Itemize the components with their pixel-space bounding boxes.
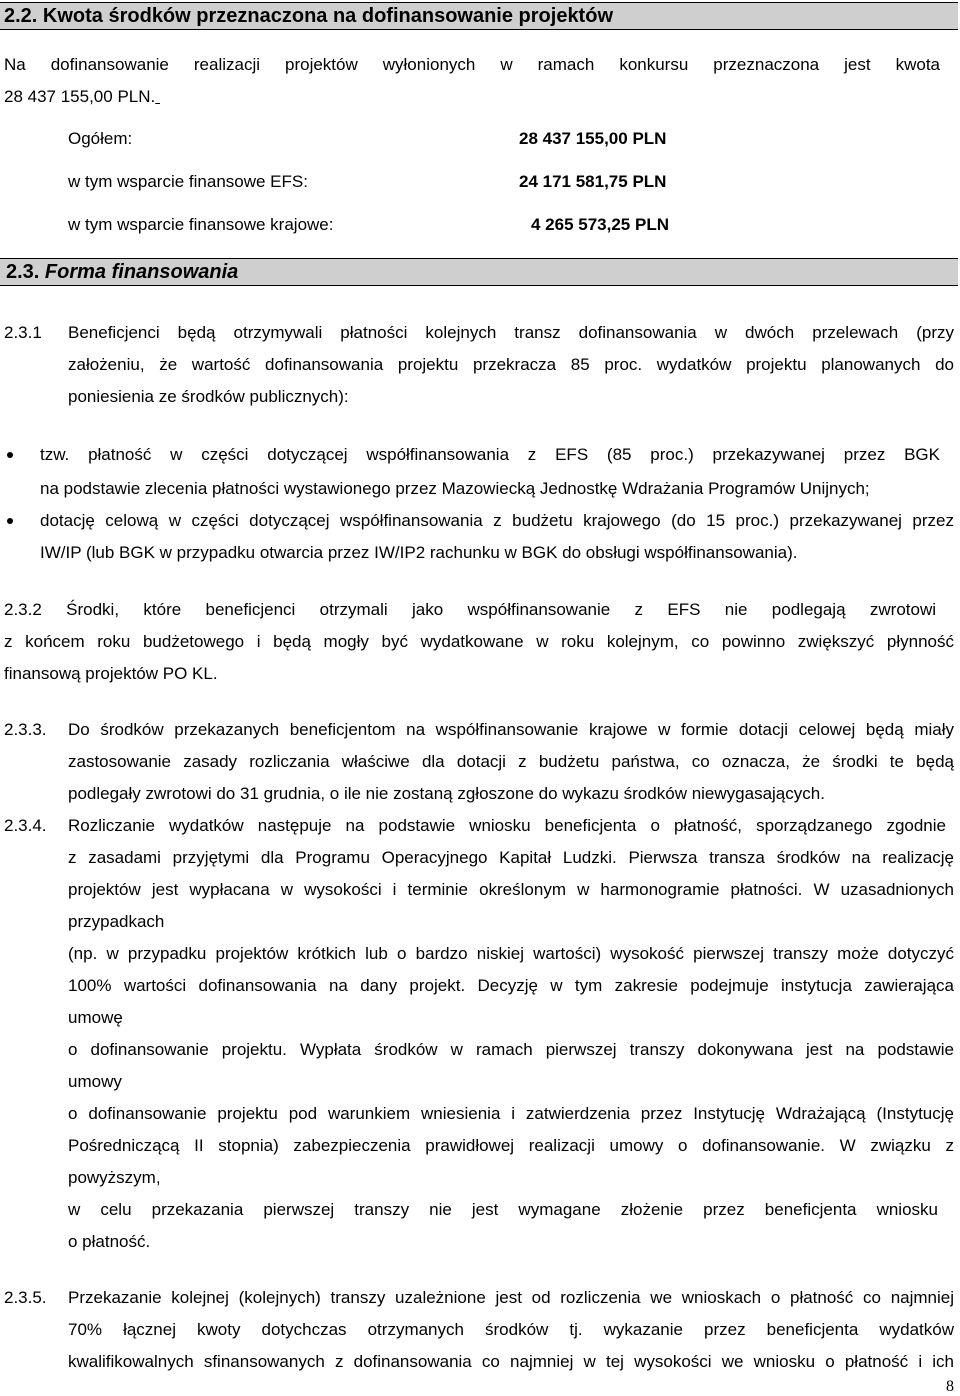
bullet-icon [7,452,13,458]
paragraph-line: z końcem roku budżetowego i będą mogły być wydatkowane w roku kolejnym, co powinno zwiększyć płynność [4,632,954,651]
paragraph-line: Beneficjenci będą otrzymywali płatności kolejnych transz dofinansowania w dwóch przelewach (przy [68,323,954,342]
paragraph-line: Przekazanie kolejnej (kolejnych) transzy uzależnione jest od rozliczenia we wnioskach o płatność co najmniej [68,1288,954,1307]
paragraph-line: przypadkach [68,912,165,931]
paragraph-line: (np. w przypadku projektów krótkich lub o bardzo niskiej wartości) wysokość pierwszej transzy może dotyczyć [68,944,954,963]
amount-value: 4 265 573,25 PLN [531,215,669,234]
section-title: 2.2. Kwota środków przeznaczona na dofinansowanie projektów [4,5,613,27]
section-heading-bar [0,258,958,286]
paragraph-number: 2.3.5. [4,1288,47,1307]
paragraph-line: podlegały zwrotowi do 31 grudnia, o ile nie zostaną zgłoszone do wykazu środków niewygasających. [68,784,825,803]
section-title: 2.3. Forma finansowania [6,261,239,283]
amount-label: w tym wsparcie finansowe EFS: [68,172,308,191]
bullet-line: IW/IP (lub BGK w przypadku otwarcia przez IW/IP2 rachunku w BGK do obsługi współfinansowania). [40,543,798,562]
paragraph-line: poniesienia ze środków publicznych): [68,387,349,406]
paragraph-line: w celu przekazania pierwszej transzy nie jest wymagane złożenie przez beneficjenta wniosku [68,1200,938,1219]
paragraph-line: projektów jest wypłacana w wysokości i terminie określonym w harmonogramie płatności. W uzasadnionych [68,880,954,899]
bullet-line: dotację celową w części dotyczącej współfinansowania z budżetu krajowego (do 15 proc.) przekazywanej przez [40,511,954,530]
paragraph-line: z zasadami przyjętymi dla Programu Operacyjnego Kapitał Ludzki. Pierwsza transza środków na realizację [68,848,954,867]
page-number: 8 [946,1378,954,1395]
bullet-icon [7,518,13,524]
paragraph-line: zastosowanie zasady rozliczania właściwe dla dotacji z budżetu państwa, co oznacza, że środki te będą [68,752,954,771]
paragraph-line: o płatność. [68,1232,151,1251]
bullet-line: tzw. płatność w części dotyczącej współfinansowania z EFS (85 proc.) przekazywanej przez BGK [40,445,940,464]
amount-label: Ogółem: [68,129,133,148]
paragraph-line: umowę [68,1008,123,1027]
paragraph-line: Rozliczanie wydatków następuje na podstawie wniosku beneficjenta o płatność, sporządzanego zgodnie [68,816,946,835]
paragraph-number: 2.3.3. [4,720,47,739]
paragraph-line: powyższym, [68,1168,161,1187]
paragraph-number: 2.3.1 [4,323,42,342]
intro-text-line: Na dofinansowanie realizacji projektów wyłonionych w ramach konkursu przeznaczona jest kwota [4,55,940,74]
paragraph-line: umowy [68,1072,122,1091]
paragraph-number: 2.3.4. [4,816,47,835]
paragraph-line: o dofinansowanie projektu. Wypłata środków w ramach pierwszej transzy dokonywana jest na podstawie [68,1040,954,1059]
section-heading-bar [0,2,958,30]
bullet-line: na podstawie zlecenia płatności wystawionego przez Mazowiecką Jednostkę Wdrażania Programów Unijnych; [40,479,870,498]
paragraph-line: Pośredniczącą II stopnia) zabezpieczenia prawidłowej realizacji umowy o dofinansowanie. W związku z [68,1136,954,1155]
amount-value: 24 171 581,75 PLN [519,172,667,191]
paragraph-line: o dofinansowanie projektu pod warunkiem wniesienia i zatwierdzenia przez Instytucję Wdrażającą (Instytucję [68,1104,954,1123]
paragraph-line: Do środków przekazanych beneficjentom na współfinansowanie krajowe w formie dotacji celowej będą miały [68,720,954,739]
paragraph-line: 100% wartości dofinansowania na dany projekt. Decyzję w tym zakresie podejmuje instytucja zawierająca [68,976,954,995]
intro-text-line: 28 437 155,00 PLN. [4,87,156,106]
paragraph-line: 70% łącznej kwoty dotychczas otrzymanych środków tj. wykazanie przez beneficjenta wydatków [68,1320,954,1339]
paragraph-line: finansową projektów PO KL. [4,664,218,683]
amount-value: 28 437 155,00 PLN [519,129,667,148]
paragraph-line: kwalifikowalnych sfinansowanych z dofinansowania co najmniej w tej wysokości we wniosku o płatność i ich [68,1352,954,1371]
amount-label: w tym wsparcie finansowe krajowe: [68,215,334,234]
paragraph-line: 2.3.2 Środki, które beneficjenci otrzymali jako współfinansowanie z EFS nie podlegają zwrotowi [4,600,936,619]
paragraph-line: założeniu, że wartość dofinansowania projektu przekracza 85 proc. wydatków projektu planowanych do [68,355,954,374]
